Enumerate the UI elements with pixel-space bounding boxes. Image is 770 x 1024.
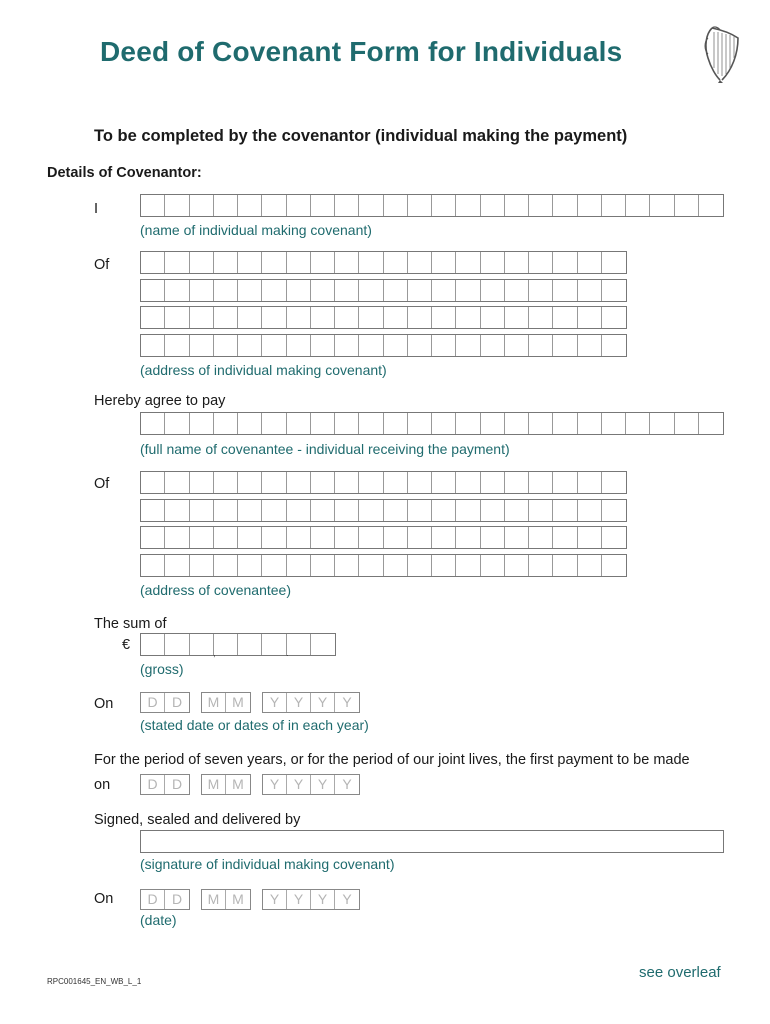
- signature-field[interactable]: [140, 830, 724, 853]
- covenantee-address-label: Of: [94, 476, 110, 492]
- covenantor-address-line-3[interactable]: [140, 306, 627, 329]
- signed-date-hint: (date): [140, 912, 177, 928]
- payment-month-field[interactable]: M M: [201, 692, 251, 713]
- amount-hint: (gross): [140, 661, 184, 677]
- thousands-separator: ,: [213, 648, 216, 658]
- section-heading: Details of Covenantor:: [47, 165, 202, 181]
- payment-date-label: On: [94, 696, 114, 712]
- covenantee-name-hint: (full name of covenantee - individual receiving the payment): [140, 441, 510, 457]
- signature-hint: (signature of individual making covenant): [140, 856, 395, 872]
- covenantee-address-line-2[interactable]: [140, 499, 627, 522]
- covenantee-address-hint: (address of covenantee): [140, 582, 291, 598]
- decimal-separator: .: [286, 648, 289, 658]
- covenantee-address-line-4[interactable]: [140, 554, 627, 577]
- covenantor-address-line-4[interactable]: [140, 334, 627, 357]
- first-payment-month-field[interactable]: M M: [201, 774, 251, 795]
- period-statement: For the period of seven years, or for the period of our joint lives, the first payment to be made: [94, 752, 690, 768]
- agree-to-pay-label: Hereby agree to pay: [94, 393, 226, 409]
- euro-symbol: €: [122, 637, 131, 653]
- signature-label: Signed, sealed and delivered by: [94, 812, 301, 828]
- covenantor-address-line-2[interactable]: [140, 279, 627, 302]
- form-reference-code: RPC001645_EN_WB_L_1: [47, 977, 142, 986]
- signed-month-field[interactable]: M M: [201, 889, 251, 910]
- payment-day-field[interactable]: D D: [140, 692, 190, 713]
- covenantee-address-line-1[interactable]: [140, 471, 627, 494]
- covenantor-name-hint: (name of individual making covenant): [140, 222, 372, 238]
- sum-label: The sum of: [94, 616, 167, 632]
- covenantor-address-hint: (address of individual making covenant): [140, 362, 387, 378]
- covenantor-address-label: Of: [94, 257, 110, 273]
- payment-year-field[interactable]: Y Y Y Y: [262, 692, 360, 713]
- see-overleaf-note: see overleaf: [639, 964, 721, 981]
- covenantor-name-field[interactable]: [140, 194, 724, 217]
- first-payment-on-label: on: [94, 777, 111, 793]
- covenantee-address-line-3[interactable]: [140, 526, 627, 549]
- harp-emblem-icon: [700, 24, 742, 84]
- signed-year-field[interactable]: Y Y Y Y: [262, 889, 360, 910]
- covenantee-name-field[interactable]: [140, 412, 724, 435]
- form-instruction: To be completed by the covenantor (individual making the payment): [94, 127, 628, 145]
- amount-field[interactable]: [140, 633, 336, 656]
- first-payment-year-field[interactable]: Y Y Y Y: [262, 774, 360, 795]
- first-payment-day-field[interactable]: D D: [140, 774, 190, 795]
- page-title: Deed of Covenant Form for Individuals: [100, 36, 623, 67]
- covenantor-name-label: I: [94, 201, 99, 217]
- payment-date-hint: (stated date or dates of in each year): [140, 717, 369, 733]
- covenantor-address-line-1[interactable]: [140, 251, 627, 274]
- signed-date-label: On: [94, 891, 114, 907]
- signed-day-field[interactable]: D D: [140, 889, 190, 910]
